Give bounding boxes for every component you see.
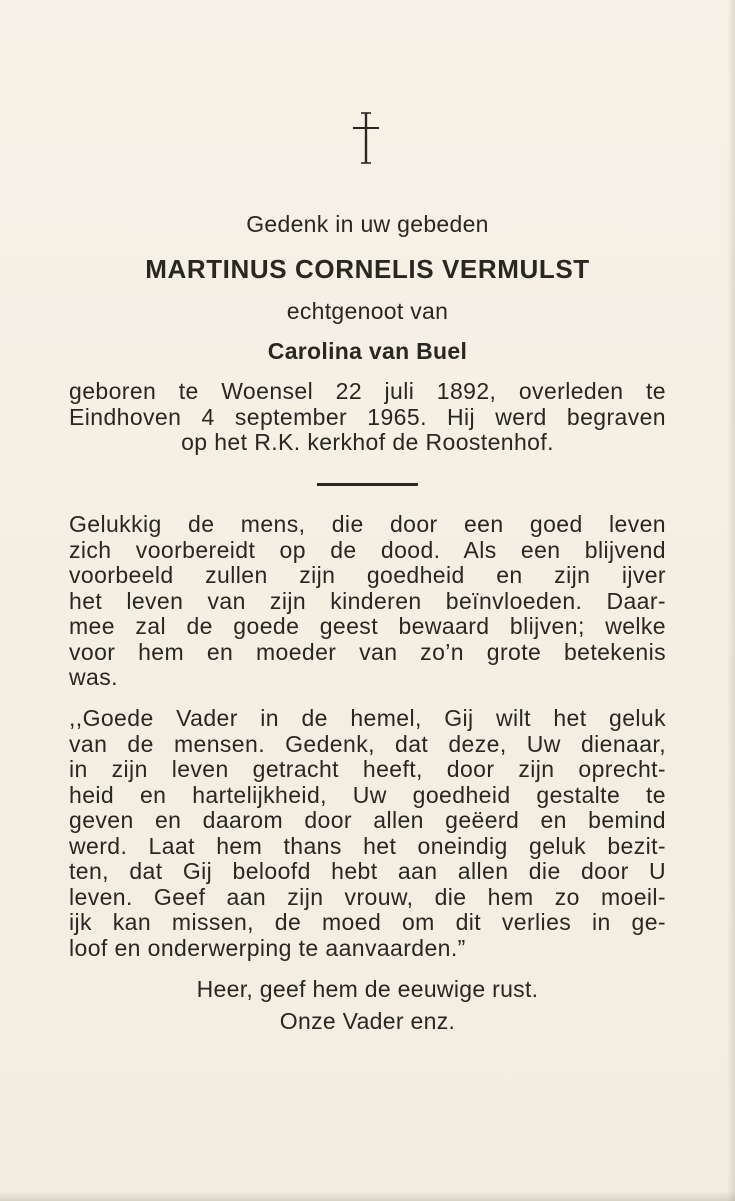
- prayer-line: werd. Laat hem thans het oneindig geluk bezit-: [69, 832, 666, 859]
- prayer-line: loof en onderwerping te aanvaarden.”: [69, 934, 466, 961]
- paper-edge-right: [727, 0, 735, 1201]
- reflection-line: mee zal de goede geest bewaard blijven; welke: [69, 613, 666, 639]
- reflection-line: voor hem en moeder van zo’n grote betekenis: [69, 638, 666, 665]
- biography-line: Eindhoven 4 september 1965. Hij werd begraven: [69, 403, 666, 430]
- reflection-line: zich voorbereidt op de dood. Als een blijvend: [69, 536, 666, 563]
- divider-line: [317, 483, 418, 486]
- reflection-line: voorbeeld zullen zijn goedheid en zijn ijver: [69, 562, 666, 588]
- prayer-line: in zijn leven getracht heeft, door zijn oprecht-: [69, 756, 666, 782]
- closing-line-1: Heer, geef hem de eeuwige rust.: [196, 976, 539, 1002]
- prayer-line: leven. Geef aan zijn vrouw, die hem zo moeil-: [69, 883, 666, 910]
- reflection-line: was.: [69, 664, 118, 690]
- reflection-line: Gelukkig de mens, die door een goed leven: [69, 511, 666, 537]
- closing-line-2: Onze Vader enz.: [279, 1008, 456, 1034]
- paper-edge-bottom: [0, 1191, 735, 1201]
- cross-icon: [351, 112, 381, 164]
- relation-text: echtgenoot van: [286, 298, 449, 324]
- prayer-line: ten, dat Gij beloofd hebt aan allen die door U: [69, 858, 666, 884]
- prayer-paragraph: [69, 706, 666, 961]
- intro-text: Gedenk in uw gebeden: [246, 211, 489, 237]
- prayer-line: geven en daarom door allen geëerd en bemind: [69, 807, 666, 833]
- biography-line: op het R.K. kerkhof de Roostenhof.: [181, 429, 554, 455]
- prayer-line: van de mensen. Gedenk, dat deze, Uw dienaar,: [69, 730, 666, 757]
- deceased-name: MARTINUS CORNELIS VERMULST: [145, 254, 590, 284]
- prayer-line: ijk kan missen, de moed om dit verlies in ge-: [69, 909, 666, 935]
- reflection-line: het leven van zijn kinderen beïnvloeden. Daar-: [69, 587, 666, 614]
- biography-line: geboren te Woensel 22 juli 1892, overleden te: [69, 378, 666, 404]
- reflection-paragraph: [69, 512, 666, 691]
- prayer-line: ,,Goede Vader in de hemel, Gij wilt het geluk: [69, 705, 666, 731]
- prayer-line: heid en hartelijkheid, Uw goedheid gestalte te: [69, 781, 666, 808]
- spouse-name: Carolina van Buel: [267, 338, 468, 364]
- biography-paragraph: [69, 379, 666, 456]
